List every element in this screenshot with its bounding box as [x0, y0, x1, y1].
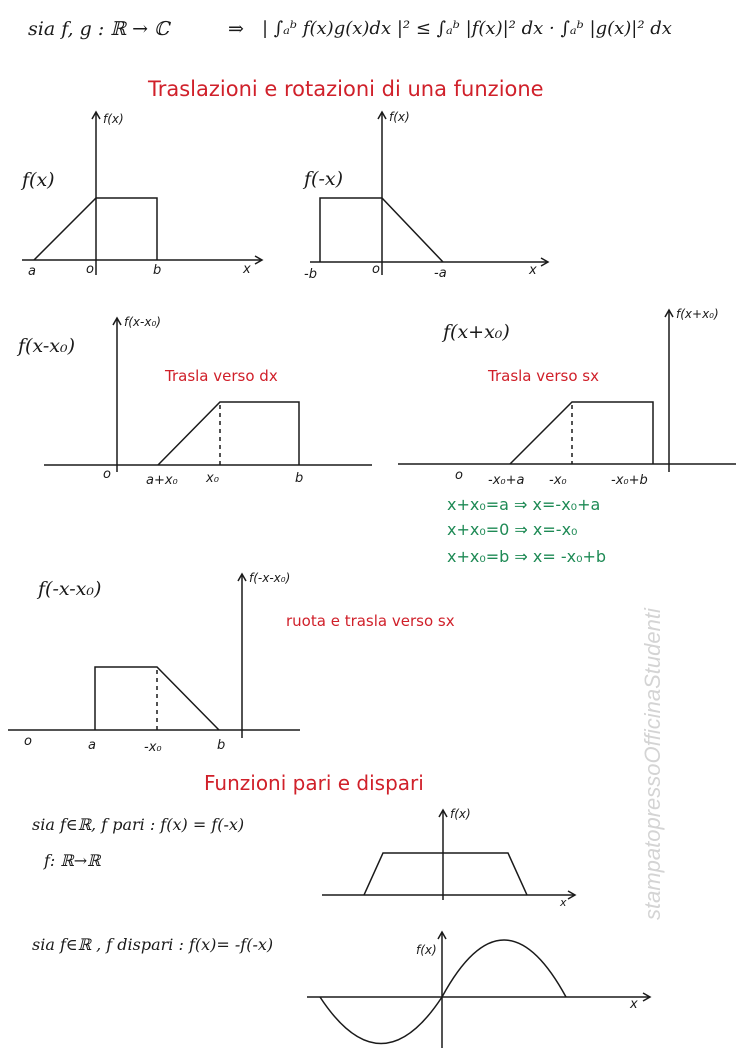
- equation-1: x+x₀=a ⇒ x=-x₀+a: [447, 495, 601, 514]
- graph1-axis-label: f(x): [103, 112, 124, 126]
- graph5-tick-minus-x0: -x₀: [144, 740, 162, 755]
- graph3-curve: [158, 402, 299, 465]
- graph3-tick-x0: x₀: [206, 471, 219, 486]
- formula-hypothesis: sia f, g : ℝ → ℂ: [28, 18, 170, 40]
- graph4-tick-minus-x0-plus-b: -x₀+b: [611, 473, 648, 488]
- heading-translations: Traslazioni e rotazioni di una funzione: [148, 77, 544, 101]
- graph6-axis-label: f(x): [450, 807, 471, 821]
- graph7-tick-x: x: [630, 997, 638, 1012]
- graph4-title: f(x+x₀): [443, 321, 510, 343]
- graph3-tick-b: b: [295, 471, 304, 486]
- def-odd-function: sia f∈ℝ , f dispari : f(x)= -f(-x): [32, 935, 274, 954]
- equation-3: x+x₀=b ⇒ x= -x₀+b: [447, 547, 607, 566]
- graph6-tick-x: x: [560, 896, 567, 909]
- note-shift-right: Trasla verso dx: [165, 367, 278, 385]
- graph-even-function: [322, 807, 575, 900]
- graph2-tick-minus-a: -a: [434, 266, 447, 281]
- graph5-tick-a: a: [88, 738, 96, 753]
- note-shift-left: Trasla verso sx: [488, 367, 599, 385]
- def-even-function: sia f∈ℝ, f pari : f(x) = f(-x): [32, 815, 245, 834]
- def-map: f: ℝ→ℝ: [44, 851, 101, 870]
- implies-symbol: ⇒: [228, 18, 244, 40]
- graph2-tick-o: o: [372, 262, 380, 277]
- graph7-axis-label: f(x): [416, 943, 437, 957]
- graph4-curve: [510, 402, 653, 464]
- graph5-title: f(-x-x₀): [38, 578, 102, 600]
- graph1-tick-b: b: [153, 263, 162, 278]
- graph-odd-function: [307, 932, 650, 1048]
- graph7-curve: [320, 940, 566, 1044]
- graph4-tick-minus-x0: -x₀: [549, 473, 567, 488]
- graph2-axis-label: f(x): [389, 110, 410, 124]
- graph1-tick-x: x: [243, 262, 251, 277]
- graph-f-of-x-minus-x0: [44, 315, 372, 472]
- graph4-tick-minus-x0-plus-a: -x₀+a: [488, 473, 525, 488]
- graph2-tick-x: x: [529, 263, 537, 278]
- equation-2: x+x₀=0 ⇒ x=-x₀: [447, 520, 578, 539]
- watermark: stampatopressoOfficinaStudenti: [640, 608, 665, 920]
- graph-f-of-x: [22, 112, 262, 278]
- graph6-curve: [364, 853, 527, 895]
- graph-f-of-minus-x: [310, 112, 548, 278]
- cauchy-schwarz-inequality: | ∫ₐᵇ f(x)g(x)dx |² ≤ ∫ₐᵇ |f(x)|² dx · ∫ₐᵇ |g(x)|² dx: [262, 18, 672, 39]
- heading-even-odd: Funzioni pari e dispari: [204, 771, 424, 795]
- graph4-tick-o: o: [455, 468, 463, 483]
- graph2-tick-minus-b: -b: [304, 267, 317, 282]
- graph1-tick-o: o: [86, 262, 94, 277]
- graph3-axis-label: f(x-x₀): [124, 315, 161, 329]
- graph1-title: f(x): [22, 169, 55, 191]
- graph2-title: f(-x): [304, 168, 343, 190]
- graph3-tick-a-plus-x0: a+x₀: [146, 473, 178, 488]
- note-rotate-shift: ruota e trasla verso sx: [286, 612, 455, 630]
- graph3-tick-o: o: [103, 467, 111, 482]
- graph1-tick-a: a: [28, 264, 36, 279]
- graph5-tick-b: b: [217, 738, 226, 753]
- graph4-axis-label: f(x+x₀): [676, 307, 719, 321]
- graph3-title: f(x-x₀): [18, 335, 75, 357]
- graph5-axis-label: f(-x-x₀): [249, 571, 291, 585]
- graph5-tick-o: o: [24, 734, 32, 749]
